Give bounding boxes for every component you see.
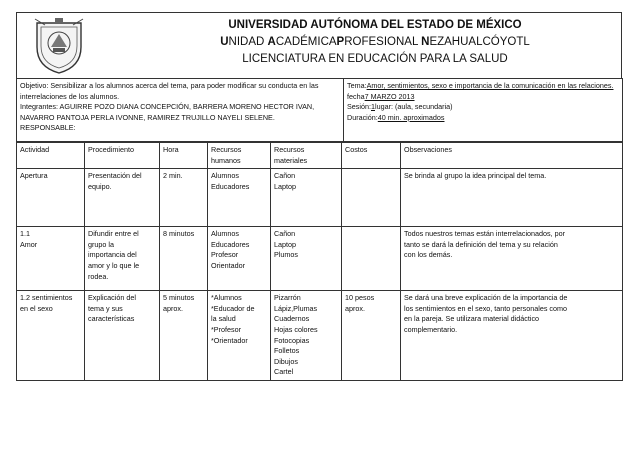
info-right <box>344 79 623 142</box>
document-header <box>16 12 622 78</box>
cell-activity: Apertura <box>17 169 85 227</box>
cell-costs: 10 pesos aprox. <box>342 291 401 381</box>
cell-observations: Todos nuestros temas están interrelacionados, por tanto se dará la definición del tema y su relación con los demás. <box>401 227 623 291</box>
cell-human-resources: Alumnos Educadores Profesor Orientador <box>208 227 271 291</box>
column-header-human-resources: Recursos humanos <box>208 143 271 169</box>
column-header-procedure: Procedimiento <box>85 143 160 169</box>
table-row <box>17 291 623 381</box>
duration-value: 40 min. aproximados <box>377 112 445 122</box>
cell-costs <box>342 227 401 291</box>
cell-costs <box>342 169 401 227</box>
cell-time: 8 minutos <box>160 227 208 291</box>
responsible-label: RESPONSABLE: <box>20 123 76 133</box>
table-header-row <box>17 143 623 169</box>
column-header-time: Hora <box>160 143 208 169</box>
objective-text: Objetivo: Sensibilizar a los alumnos acerca del tema, para poder modificar su conducta en las interrelaciones de los alumnos. <box>20 81 319 101</box>
cell-observations: Se dará una breve explicación de la importancia de los sentimientos en el sexo, tanto personales como en la pareja. Se utilizara material didáctico complementario. <box>401 291 623 381</box>
column-header-material-resources: Recursos materiales <box>271 143 342 169</box>
column-header-observations: Observaciones <box>401 143 623 169</box>
column-header-activity: Actividad <box>17 143 85 169</box>
program-name: LICENCIATURA EN EDUCACIÓN PARA LA SALUD <box>242 53 508 65</box>
info-left <box>17 79 344 142</box>
duration-line: Duración:40 min. aproximados <box>347 112 445 122</box>
cell-human-resources: Alumnos Educadores <box>208 169 271 227</box>
topic-value: Amor, sentimientos, sexo e importancia de la comunicación en las relaciones. <box>366 81 614 90</box>
cell-procedure: Difundir entre el grupo la importancia del amor y lo que le rodea. <box>85 227 160 291</box>
date-value: 7 MARZO 2013 <box>364 91 415 101</box>
date-line: fecha7 MARZO 2013 <box>347 91 415 101</box>
topic-line: Tema:Amor, sentimientos, sexo e importancia de la comunicación en las relaciones. <box>347 81 614 90</box>
university-name: UNIVERSIDAD AUTÓNOMA DEL ESTADO DE MÉXICO <box>228 19 522 31</box>
cell-activity: 1.2 sentimientos en el sexo <box>17 291 85 381</box>
cell-observations: Se brinda al grupo la idea principal del tema. <box>401 169 623 227</box>
cell-time: 2 min. <box>160 169 208 227</box>
session-line: Sesión:1lugar: (aula, secundaria) <box>347 102 453 112</box>
session-value: 1 <box>370 102 375 112</box>
table-row <box>17 227 623 291</box>
cell-material-resources: Cañon Laptop Plumos <box>271 227 342 291</box>
cell-time: 5 minutos aprox. <box>160 291 208 381</box>
members-text: Integrantes: AGUIRRE POZO DIANA CONCEPCIÓN, BARRERA MORENO HECTOR IVAN, NAVARRO PANTOJA PERLA IVONNE, RAMIREZ TRUJILLO NAYELI SELENE. <box>20 102 315 122</box>
cell-material-resources: Pizarrón Lápiz,Plumas Cuadernos Hojas colores Fotocopias Folletos Dibujos Cartel <box>271 291 342 381</box>
planning-sheet <box>16 12 622 381</box>
cell-human-resources: *Alumnos *Educador de la salud *Profesor *Orientador <box>208 291 271 381</box>
table-row <box>17 169 623 227</box>
activity-table <box>16 142 623 381</box>
cell-material-resources: Cañon Laptop <box>271 169 342 227</box>
cell-activity: 1.1 Amor <box>17 227 85 291</box>
info-table <box>16 78 623 142</box>
column-header-costs: Costos <box>342 143 401 169</box>
university-seal-icon <box>33 17 85 75</box>
cell-procedure: Explicación del tema y sus características <box>85 291 160 381</box>
cell-procedure: Presentación del equipo. <box>85 169 160 227</box>
academic-unit: UNIDAD ACADÉMICAPROFESIONAL NEZAHUALCÓYOTL <box>220 36 530 48</box>
